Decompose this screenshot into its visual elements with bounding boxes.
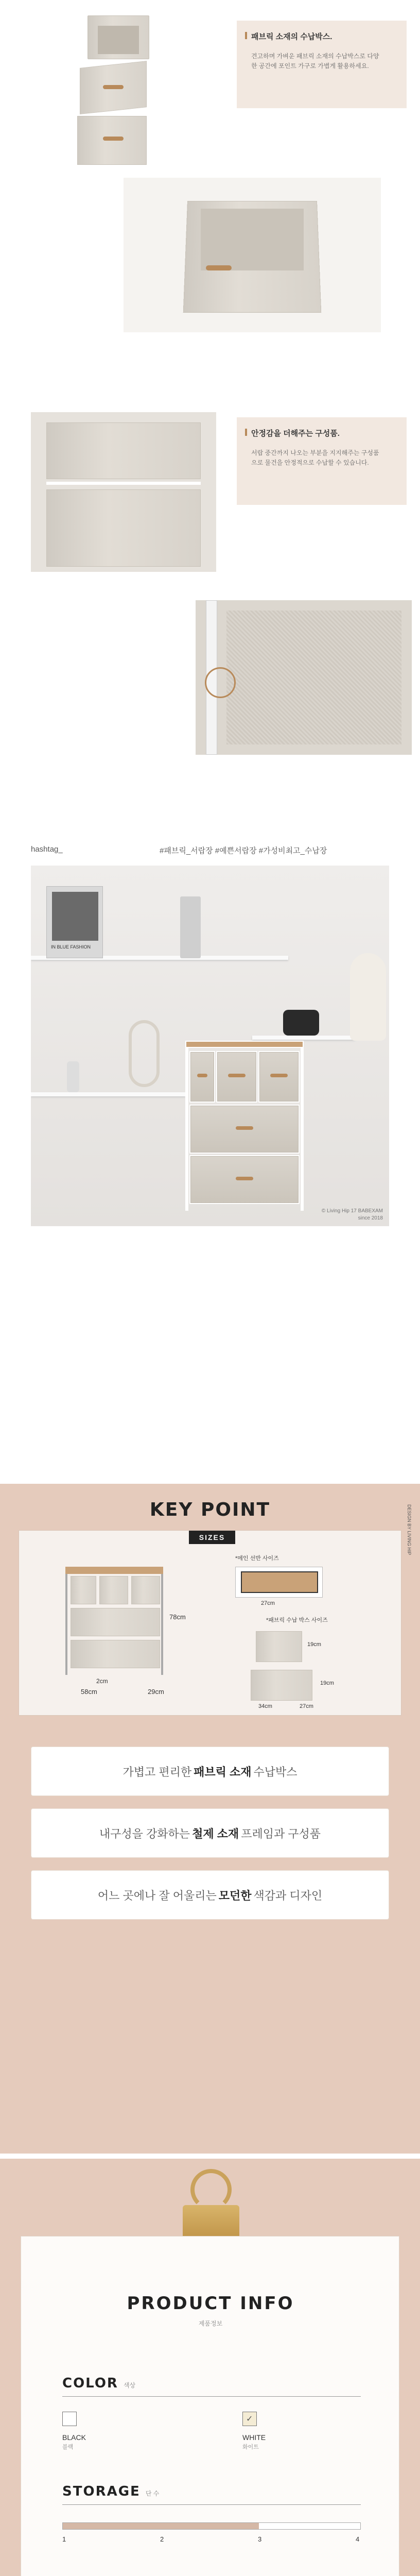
drawer-side-photo <box>31 412 216 572</box>
product-info-section <box>0 2159 420 2576</box>
stability-title: 안정감을 더해주는 구성품. <box>251 429 340 438</box>
storage-tick-3: 3 <box>258 2535 262 2543</box>
storage-tick-1: 1 <box>62 2535 66 2543</box>
info-title: PRODUCT INFO <box>127 2293 294 2314</box>
storage-bar <box>62 2522 361 2530</box>
key-point-side-text: DESIGN BY LIVING HIP <box>407 1504 412 1555</box>
book-label: IN BLUE FASHION <box>51 944 91 950</box>
key-point-row-1: 가볍고 편리한 패브릭 소재 수납박스 <box>31 1747 389 1796</box>
open-box-photo <box>124 178 381 332</box>
styling-photo <box>31 866 389 1226</box>
info-subtitle: 제품정보 <box>198 2320 223 2327</box>
hashtag-row <box>31 845 391 860</box>
stability-body: 서랍 중간까지 나오는 부분을 지지해주는 구성품으로 물건을 안정적으로 수납할 수 있습니다. <box>251 449 379 466</box>
intro-text-panel <box>237 21 407 108</box>
photo-caption-2: since 2018 <box>358 1215 383 1221</box>
storage-heading: STORAGE 단 수 <box>62 2484 160 2499</box>
frame-width: 58cm <box>81 1688 97 1696</box>
color-white-sub: 화이트 <box>242 2444 259 2450</box>
color-black-sub: 블랙 <box>62 2444 74 2450</box>
color-option-white[interactable]: ✓ <box>242 2412 257 2426</box>
sizes-badge: SIZES <box>189 1531 235 1544</box>
color-white-name: WHITE <box>242 2433 266 2442</box>
info-card <box>21 2236 399 2576</box>
key-point-section <box>0 1484 420 2154</box>
box-diagram-2 <box>251 1670 312 1701</box>
storage-tick-2: 2 <box>160 2535 164 2543</box>
frame-base: 2cm <box>96 1677 108 1685</box>
drawer-unit <box>185 1041 304 1211</box>
hashtags: #패브릭_서랍장 #예쁜서랍장 #가성비최고_수납장 <box>160 846 327 855</box>
key-point-title: KEY POINT <box>149 1499 271 1520</box>
storage-tick-4: 4 <box>356 2535 360 2543</box>
frame-depth: 29cm <box>148 1688 164 1696</box>
key-point-row-2: 내구성을 강화하는 철제 소재 프레임과 구성품 <box>31 1808 389 1858</box>
key-point-row-3: 어느 곳에나 잘 어울리는 모던한 색감과 디자인 <box>31 1870 389 1920</box>
color-black-name: BLACK <box>62 2433 86 2442</box>
box-diagram-1 <box>256 1631 302 1662</box>
box1-h: 19cm <box>307 1641 321 1648</box>
shelf-diagram <box>235 1567 323 1598</box>
rail-closeup-photo <box>196 600 412 755</box>
intro-section <box>0 0 420 175</box>
sizes-panel <box>19 1530 401 1716</box>
stability-text-panel <box>237 417 407 505</box>
frame-height: 78cm <box>169 1613 186 1621</box>
book-cover <box>46 886 103 958</box>
box2-w: 34cm <box>258 1703 272 1709</box>
intro-body: 견고하며 가벼운 패브릭 소재의 수납박스로 다양한 공간에 포인트 가구로 가볍게 활용하세요. <box>251 53 379 70</box>
color-option-black[interactable] <box>62 2412 77 2426</box>
photo-caption-1: © Living Hip 17 BABEXAM <box>321 1208 383 1214</box>
key-point-rows <box>31 1747 389 1920</box>
stacked-boxes-photo <box>67 10 154 175</box>
storage-bar-fill <box>63 2523 259 2529</box>
hashtag-label: hashtag_ <box>31 845 63 854</box>
box2-h: 19cm <box>320 1680 334 1686</box>
intro-title: 패브릭 소재의 수납박스. <box>251 32 332 41</box>
box-small-label: *패브릭 수납 박스 사이즈 <box>266 1617 328 1623</box>
box2-d: 27cm <box>300 1703 313 1709</box>
shelf-w: 27cm <box>261 1600 275 1606</box>
box-large-label: *메인 선반 사이즈 <box>235 1555 279 1562</box>
color-heading: COLOR 색상 <box>62 2376 136 2391</box>
frame-diagram <box>65 1567 163 1675</box>
